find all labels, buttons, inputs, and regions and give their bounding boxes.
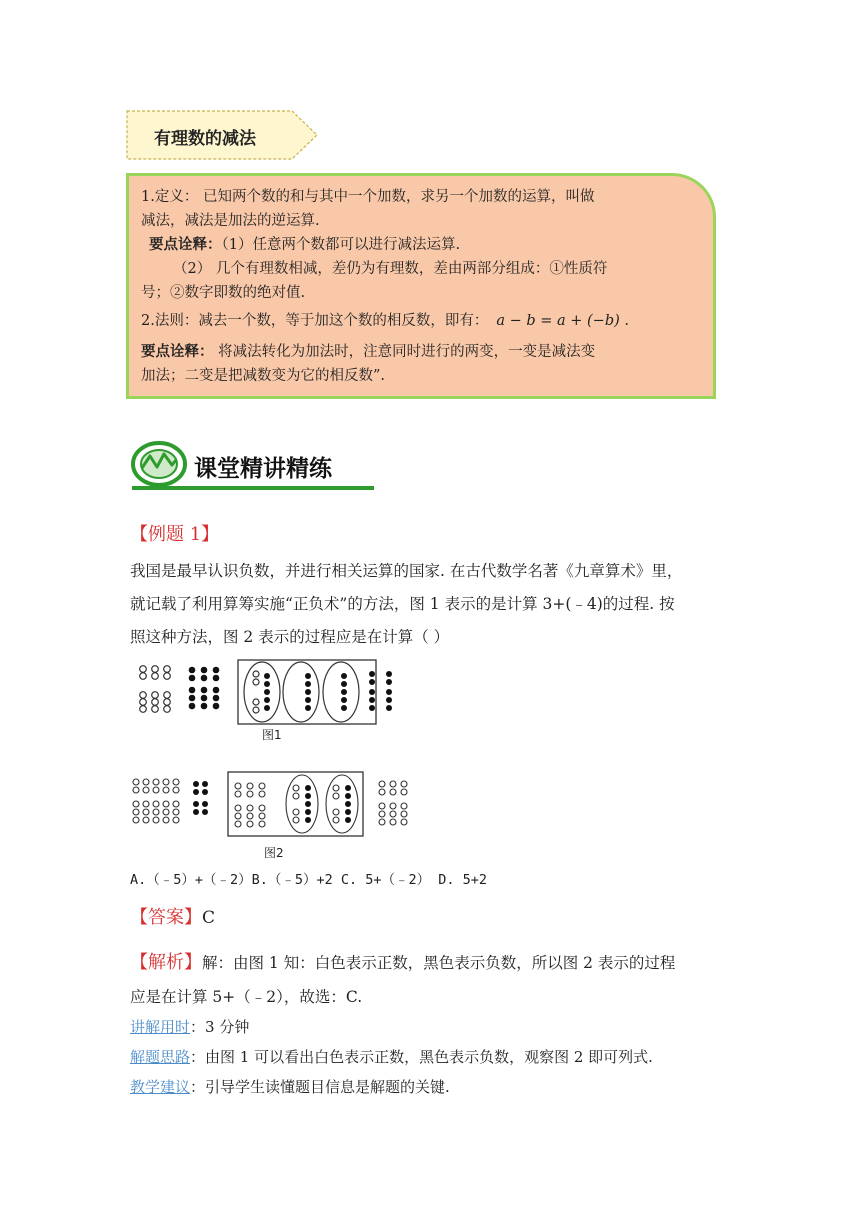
wave-logo-icon: [130, 440, 188, 492]
answer-label: 【答案】: [130, 907, 202, 928]
note-link[interactable]: 教学建议: [130, 1078, 191, 1096]
note-approach: [130, 1046, 653, 1067]
definition-line: 1.定义： 已知两个数的和与其中一个加数，求另一个加数的运算，叫做: [141, 189, 595, 205]
note-link[interactable]: 讲解用时: [130, 1018, 191, 1036]
analysis: [130, 946, 675, 980]
note-1: [141, 233, 699, 257]
note-text: （1）任意两个数都可以进行减法运算.: [221, 237, 461, 253]
example-line: 就记载了利用算筹实施“正负术”的方法，图 1 表示的是计算 3+(﹣4)的过程. 按: [130, 595, 675, 613]
note-label: 要点诠释：: [149, 237, 222, 253]
note-2-line: 号；②数字即数的绝对值.: [141, 285, 306, 301]
section-tag: [126, 110, 318, 160]
answer: [130, 903, 215, 929]
note-link[interactable]: 解题思路: [130, 1048, 191, 1066]
answer-value: C: [202, 908, 216, 928]
note-label: 要点诠释：: [141, 344, 214, 360]
figure-2-caption: 图2: [264, 846, 284, 860]
example-line: 我国是最早认识负数，并进行相关运算的国家. 在古代数学名著《九章算术》里，: [130, 562, 683, 580]
figure-2: [130, 770, 420, 840]
note-suggestion: [130, 1076, 450, 1097]
rule: [141, 309, 699, 333]
section-tag-label: 有理数的减法: [154, 129, 256, 149]
section-heading: [130, 440, 376, 492]
figure-1-caption: 图1: [262, 728, 282, 742]
note-text: ：引导学生读懂题目信息是解题的关键.: [190, 1078, 450, 1096]
heading-underline: [132, 486, 374, 490]
example-label: 【例题 1】: [130, 524, 220, 545]
analysis-line: 应是在计算 5+（﹣2），故选：C.: [130, 988, 363, 1006]
answer-options: A.（﹣5）+（﹣2）B.（﹣5）+2 C. 5+（﹣2） D. 5+2: [130, 872, 488, 888]
note-text: ：由图 1 可以看出白色表示正数，黑色表示负数，观察图 2 即可列式.: [190, 1048, 653, 1066]
analysis-label: 【解析】: [130, 952, 202, 973]
analysis-text: 解：由图 1 知：白色表示正数，黑色表示负数，所以图 2 表示的过程: [202, 954, 676, 972]
note-text: ：3 分钟: [190, 1018, 250, 1036]
note-3: [141, 340, 699, 364]
section-heading-title: 课堂精讲精练: [194, 456, 332, 482]
note-3-line: 加法；二变是把减数变为它的相反数”.: [141, 368, 386, 384]
example-line: 照这种方法，图 2 表示的过程应是在计算（ ）: [130, 628, 450, 646]
definition-line: 减法，减法是加法的逆运算.: [141, 213, 320, 229]
note-text: 将减法转化为加法时，注意同时进行的两变，一变是减法变: [213, 344, 596, 360]
note-2-line: （2） 几个有理数相减，差仍为有理数，差由两部分组成：①性质符: [173, 261, 608, 277]
note-time: [130, 1016, 249, 1037]
definition-box: [126, 173, 716, 399]
rule-text: 2.法则：减去一个数，等于加这个数的相反数，即有：: [141, 313, 489, 329]
rule-formula: a − b = a + (−b) .: [496, 313, 629, 329]
